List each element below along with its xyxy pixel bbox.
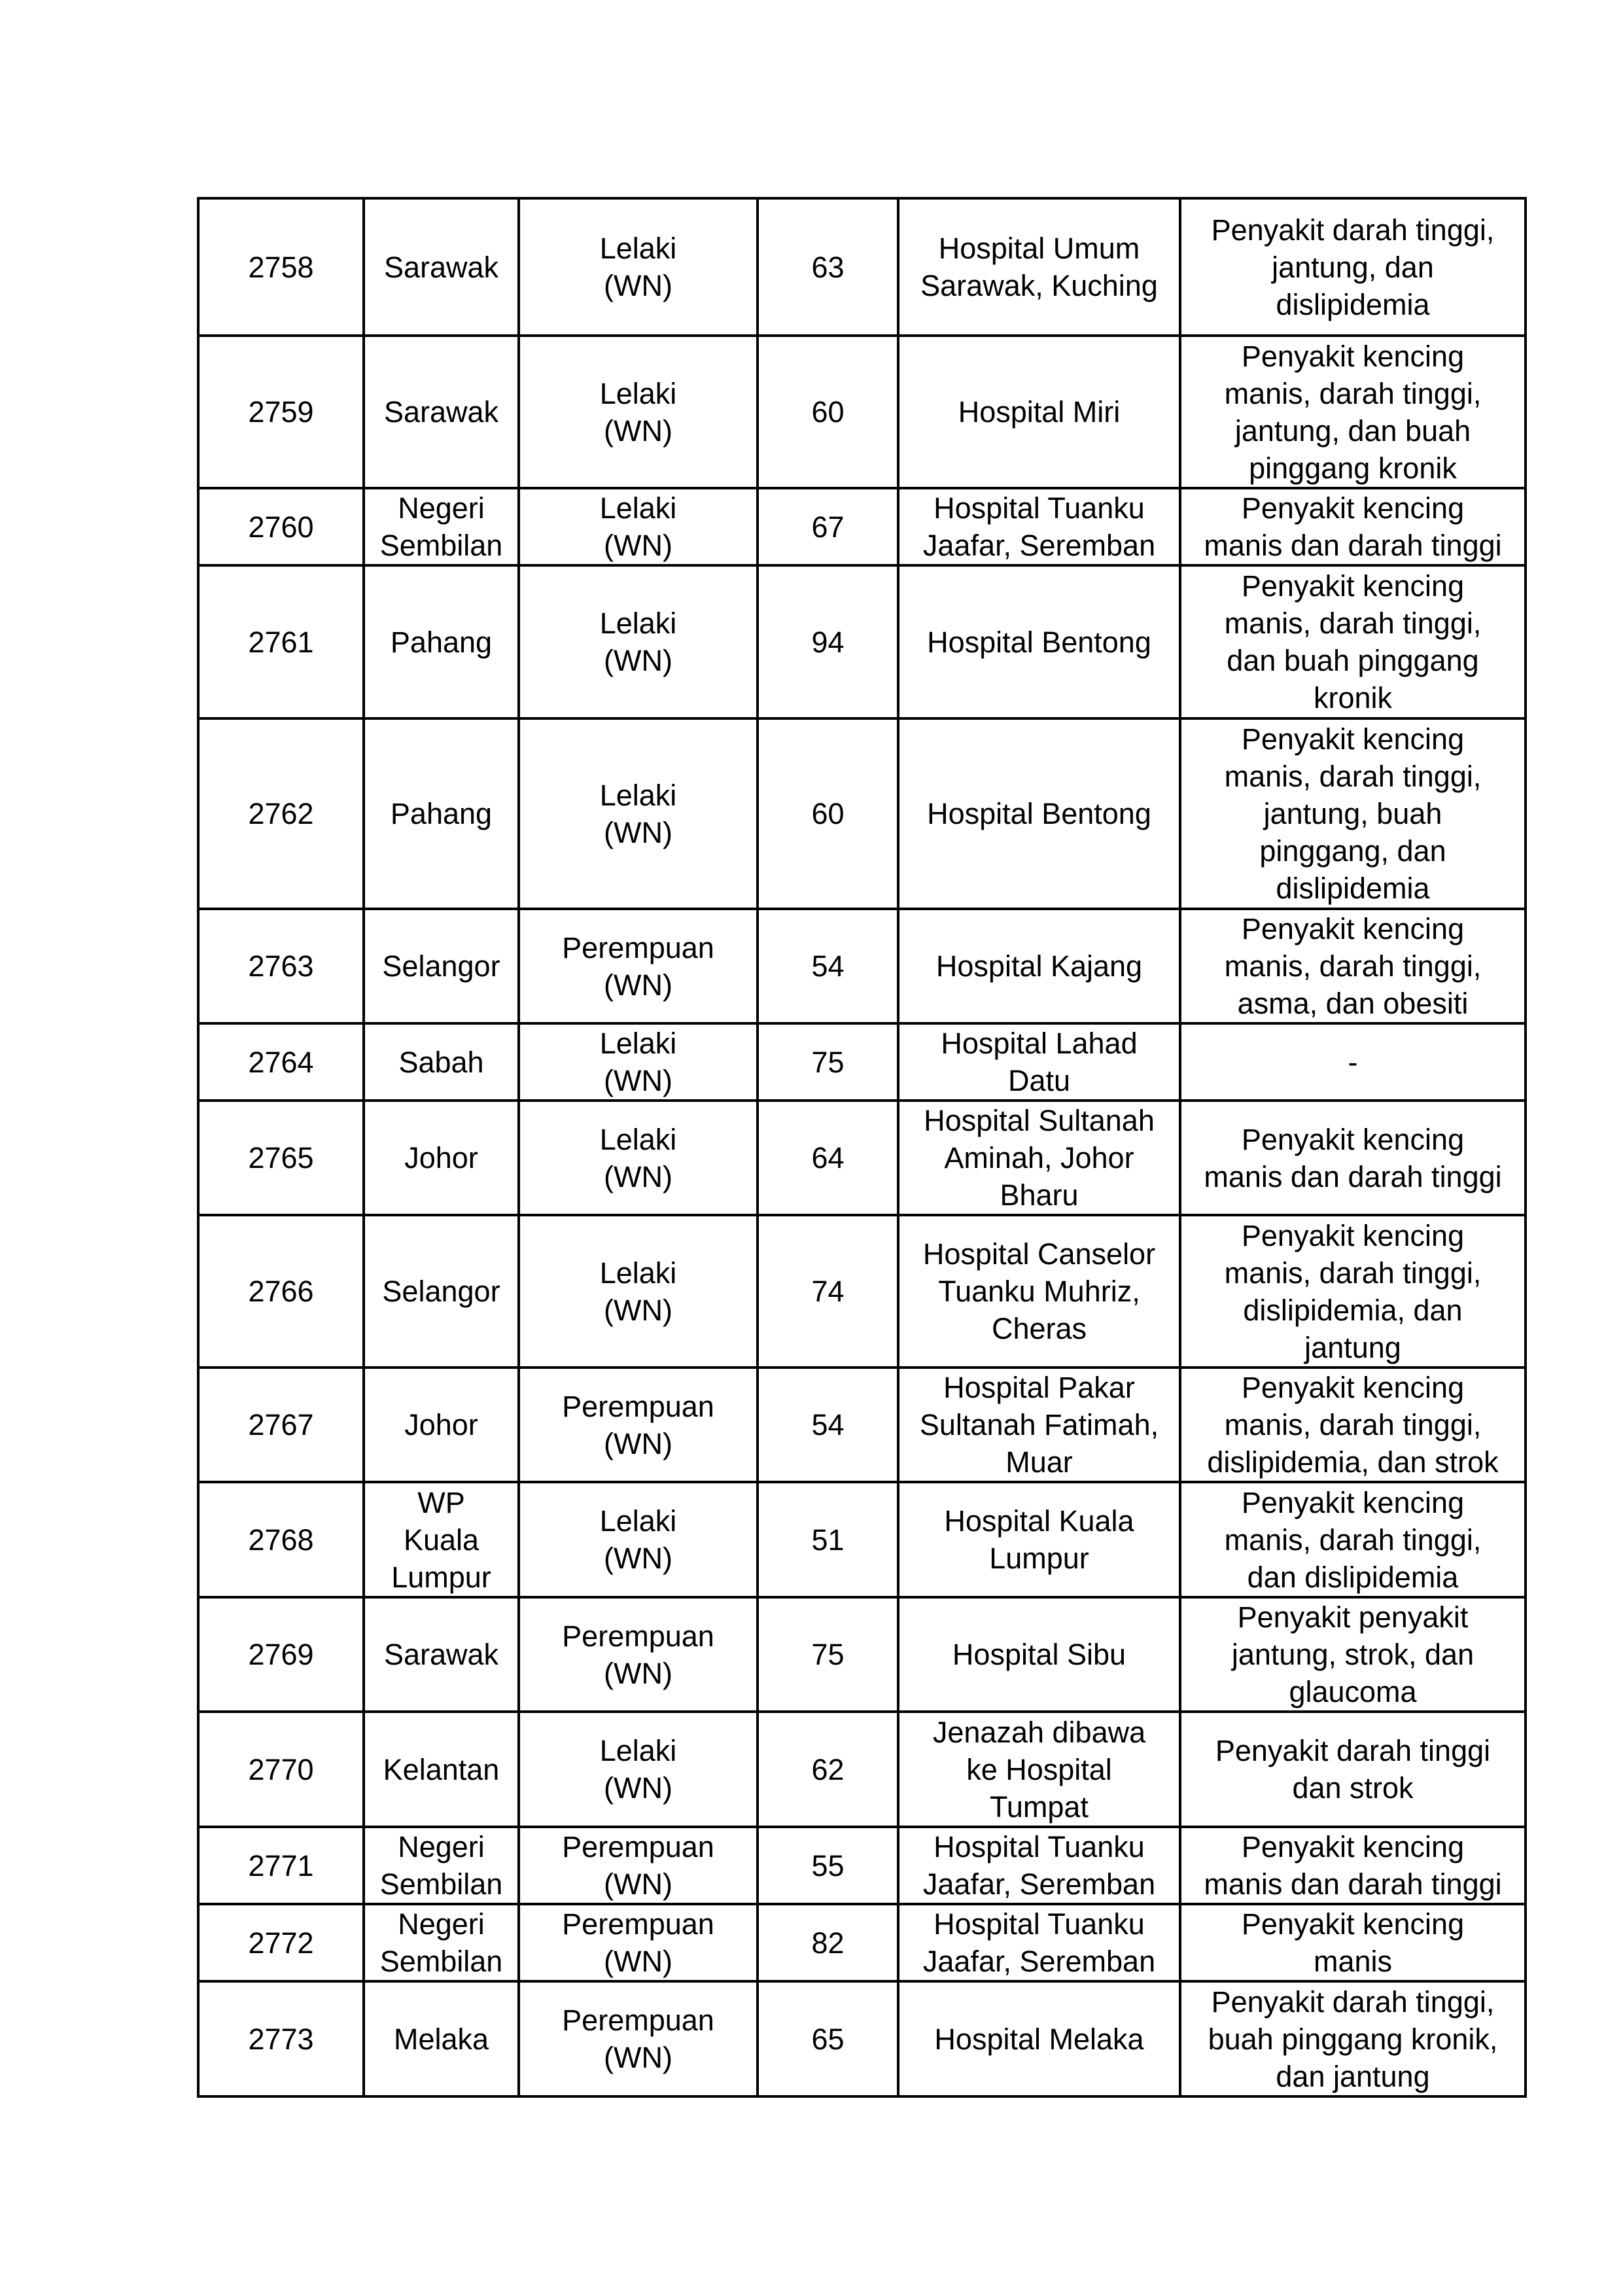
table-row [198, 1904, 1526, 1981]
hospital-cell: Hospital Bentong [898, 565, 1180, 718]
case-number: 2762 [198, 718, 364, 909]
state-cell: Sarawak [364, 198, 519, 336]
medical-history-cell: Penyakit kencing manis, darah tinggi, dan dislipidemia [1180, 1482, 1526, 1597]
case-number: 2761 [198, 565, 364, 718]
hospital-cell: Jenazah dibawa ke Hospital Tumpat [898, 1712, 1180, 1827]
case-number: 2772 [198, 1904, 364, 1981]
table-row [198, 1597, 1526, 1712]
medical-history-cell: Penyakit darah tinggi, jantung, dan dislipidemia [1180, 198, 1526, 336]
medical-history-cell: Penyakit darah tinggi, buah pinggang kronik, dan jantung [1180, 1981, 1526, 2096]
case-number: 2770 [198, 1712, 364, 1827]
case-number: 2769 [198, 1597, 364, 1712]
case-number: 2759 [198, 336, 364, 488]
table-row [198, 565, 1526, 718]
table-row [198, 1215, 1526, 1368]
medical-history-cell: Penyakit darah tinggi dan strok [1180, 1712, 1526, 1827]
gender-cell: Lelaki (WN) [519, 1101, 758, 1215]
state-cell: Sarawak [364, 336, 519, 488]
medical-history-cell: Penyakit kencing manis, darah tinggi, dislipidemia, dan jantung [1180, 1215, 1526, 1368]
case-number: 2763 [198, 909, 364, 1023]
state-cell: Johor [364, 1368, 519, 1482]
state-cell: Melaka [364, 1981, 519, 2096]
case-number: 2766 [198, 1215, 364, 1368]
state-cell: Selangor [364, 1215, 519, 1368]
hospital-cell: Hospital Pakar Sultanah Fatimah, Muar [898, 1368, 1180, 1482]
case-number: 2764 [198, 1023, 364, 1101]
table-row [198, 488, 1526, 565]
age-cell: 64 [758, 1101, 898, 1215]
medical-history-cell: Penyakit kencing manis dan darah tinggi [1180, 1827, 1526, 1904]
case-number: 2767 [198, 1368, 364, 1482]
gender-cell: Perempuan (WN) [519, 1827, 758, 1904]
age-cell: 51 [758, 1482, 898, 1597]
table-row [198, 1023, 1526, 1101]
hospital-cell: Hospital Tuanku Jaafar, Seremban [898, 1904, 1180, 1981]
state-cell: Sabah [364, 1023, 519, 1101]
age-cell: 75 [758, 1597, 898, 1712]
gender-cell: Lelaki (WN) [519, 1023, 758, 1101]
gender-cell: Lelaki (WN) [519, 718, 758, 909]
hospital-cell: Hospital Bentong [898, 718, 1180, 909]
death-cases-table [197, 197, 1527, 2098]
medical-history-cell: Penyakit kencing manis, darah tinggi, asma, dan obesiti [1180, 909, 1526, 1023]
case-number: 2768 [198, 1482, 364, 1597]
gender-cell: Lelaki (WN) [519, 1215, 758, 1368]
table-row [198, 1368, 1526, 1482]
hospital-cell: Hospital Kajang [898, 909, 1180, 1023]
state-cell: Johor [364, 1101, 519, 1215]
medical-history-cell: - [1180, 1023, 1526, 1101]
state-cell: Negeri Sembilan [364, 1904, 519, 1981]
case-number: 2758 [198, 198, 364, 336]
gender-cell: Perempuan (WN) [519, 909, 758, 1023]
table-row [198, 909, 1526, 1023]
table-row [198, 1482, 1526, 1597]
state-cell: Sarawak [364, 1597, 519, 1712]
hospital-cell: Hospital Lahad Datu [898, 1023, 1180, 1101]
medical-history-cell: Penyakit kencing manis, darah tinggi, jantung, dan buah pinggang kronik [1180, 336, 1526, 488]
medical-history-cell: Penyakit kencing manis, darah tinggi, dan buah pinggang kronik [1180, 565, 1526, 718]
gender-cell: Perempuan (WN) [519, 1981, 758, 2096]
hospital-cell: Hospital Tuanku Jaafar, Seremban [898, 488, 1180, 565]
state-cell: WP Kuala Lumpur [364, 1482, 519, 1597]
hospital-cell: Hospital Umum Sarawak, Kuching [898, 198, 1180, 336]
case-number: 2773 [198, 1981, 364, 2096]
age-cell: 74 [758, 1215, 898, 1368]
state-cell: Negeri Sembilan [364, 488, 519, 565]
table-row [198, 1712, 1526, 1827]
age-cell: 55 [758, 1827, 898, 1904]
gender-cell: Perempuan (WN) [519, 1904, 758, 1981]
gender-cell: Lelaki (WN) [519, 1712, 758, 1827]
medical-history-cell: Penyakit kencing manis, darah tinggi, dislipidemia, dan strok [1180, 1368, 1526, 1482]
hospital-cell: Hospital Sultanah Aminah, Johor Bharu [898, 1101, 1180, 1215]
hospital-cell: Hospital Sibu [898, 1597, 1180, 1712]
hospital-cell: Hospital Melaka [898, 1981, 1180, 2096]
gender-cell: Lelaki (WN) [519, 198, 758, 336]
age-cell: 65 [758, 1981, 898, 2096]
gender-cell: Lelaki (WN) [519, 1482, 758, 1597]
table-row [198, 718, 1526, 909]
age-cell: 82 [758, 1904, 898, 1981]
medical-history-cell: Penyakit kencing manis [1180, 1904, 1526, 1981]
medical-history-cell: Penyakit kencing manis dan darah tinggi [1180, 488, 1526, 565]
medical-history-cell: Penyakit kencing manis, darah tinggi, jantung, buah pinggang, dan dislipidemia [1180, 718, 1526, 909]
case-number: 2771 [198, 1827, 364, 1904]
gender-cell: Perempuan (WN) [519, 1368, 758, 1482]
age-cell: 60 [758, 336, 898, 488]
gender-cell: Lelaki (WN) [519, 565, 758, 718]
table-row [198, 336, 1526, 488]
state-cell: Kelantan [364, 1712, 519, 1827]
medical-history-cell: Penyakit penyakit jantung, strok, dan glaucoma [1180, 1597, 1526, 1712]
state-cell: Pahang [364, 718, 519, 909]
age-cell: 60 [758, 718, 898, 909]
table-row [198, 198, 1526, 336]
gender-cell: Lelaki (WN) [519, 336, 758, 488]
table-body [198, 198, 1526, 2096]
table-row [198, 1101, 1526, 1215]
gender-cell: Lelaki (WN) [519, 488, 758, 565]
age-cell: 62 [758, 1712, 898, 1827]
state-cell: Pahang [364, 565, 519, 718]
hospital-cell: Hospital Canselor Tuanku Muhriz, Cheras [898, 1215, 1180, 1368]
age-cell: 54 [758, 909, 898, 1023]
hospital-cell: Hospital Tuanku Jaafar, Seremban [898, 1827, 1180, 1904]
table-row [198, 1827, 1526, 1904]
gender-cell: Perempuan (WN) [519, 1597, 758, 1712]
state-cell: Negeri Sembilan [364, 1827, 519, 1904]
age-cell: 63 [758, 198, 898, 336]
state-cell: Selangor [364, 909, 519, 1023]
table-row [198, 1981, 1526, 2096]
age-cell: 67 [758, 488, 898, 565]
age-cell: 94 [758, 565, 898, 718]
age-cell: 54 [758, 1368, 898, 1482]
case-number: 2760 [198, 488, 364, 565]
medical-history-cell: Penyakit kencing manis dan darah tinggi [1180, 1101, 1526, 1215]
case-number: 2765 [198, 1101, 364, 1215]
hospital-cell: Hospital Kuala Lumpur [898, 1482, 1180, 1597]
age-cell: 75 [758, 1023, 898, 1101]
hospital-cell: Hospital Miri [898, 336, 1180, 488]
